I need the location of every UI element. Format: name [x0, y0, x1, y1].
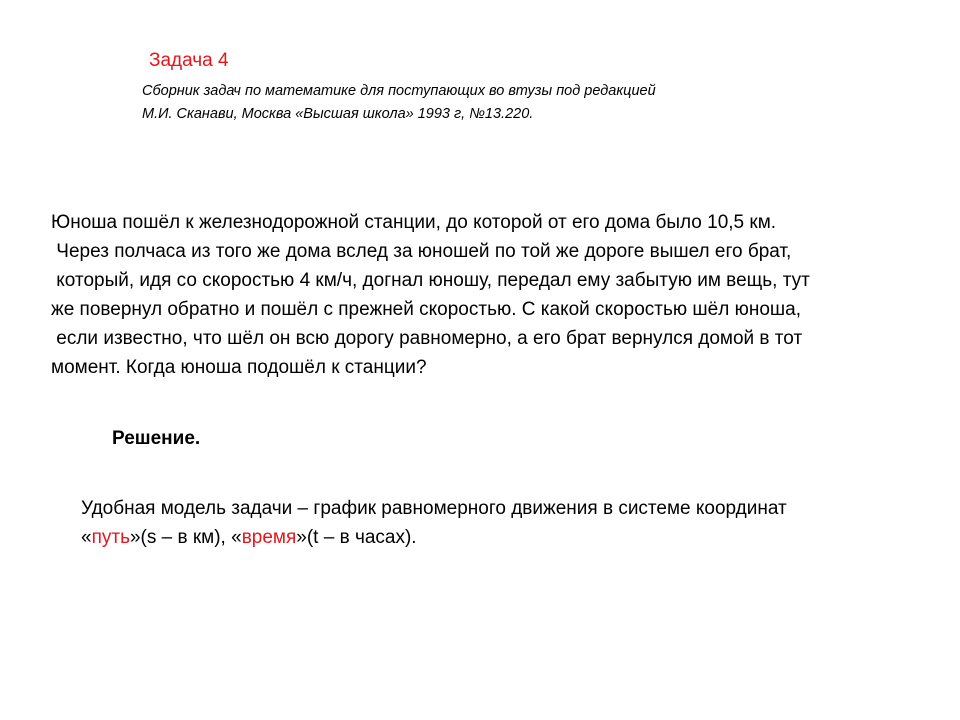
- problem-line: Юноша пошёл к железнодорожной станции, до которой от его дома было 10,5 км.: [51, 212, 777, 233]
- source-reference: [142, 80, 656, 126]
- solution-heading: Решение.: [112, 428, 201, 449]
- problem-line: если известно, что шёл он всю дорогу равномерно, а его брат вернулся домой в тот: [51, 328, 803, 349]
- task-title: Задача 4: [149, 50, 229, 71]
- time-term: время: [241, 527, 297, 548]
- source-line-2: М.И. Сканави, Москва «Высшая школа» 1993 г, №13.220.: [142, 106, 534, 122]
- model-text-fragment: »(s – в км), «: [129, 527, 242, 548]
- model-text-fragment: «: [81, 527, 92, 548]
- path-term: путь: [91, 527, 130, 548]
- model-line-2: [81, 523, 787, 552]
- problem-line: который, идя со скоростью 4 км/ч, догнал юношу, передал ему забытую им вещь, тут: [51, 270, 810, 291]
- problem-line: же повернул обратно и пошёл с прежней скоростью. С какой скоростью шёл юноша,: [51, 299, 801, 320]
- model-line-1: Удобная модель задачи – график равномерного движения в системе координат: [81, 498, 787, 519]
- solution-model-text: [81, 494, 787, 552]
- problem-line: Через полчаса из того же дома вслед за юношей по той же дороге вышел его брат,: [51, 241, 792, 262]
- model-text-fragment: »(t – в часах).: [296, 527, 417, 548]
- problem-statement: [51, 208, 810, 382]
- source-line-1: Сборник задач по математике для поступающих во втузы под редакцией: [142, 83, 656, 99]
- problem-line: момент. Когда юноша подошёл к станции?: [51, 357, 427, 378]
